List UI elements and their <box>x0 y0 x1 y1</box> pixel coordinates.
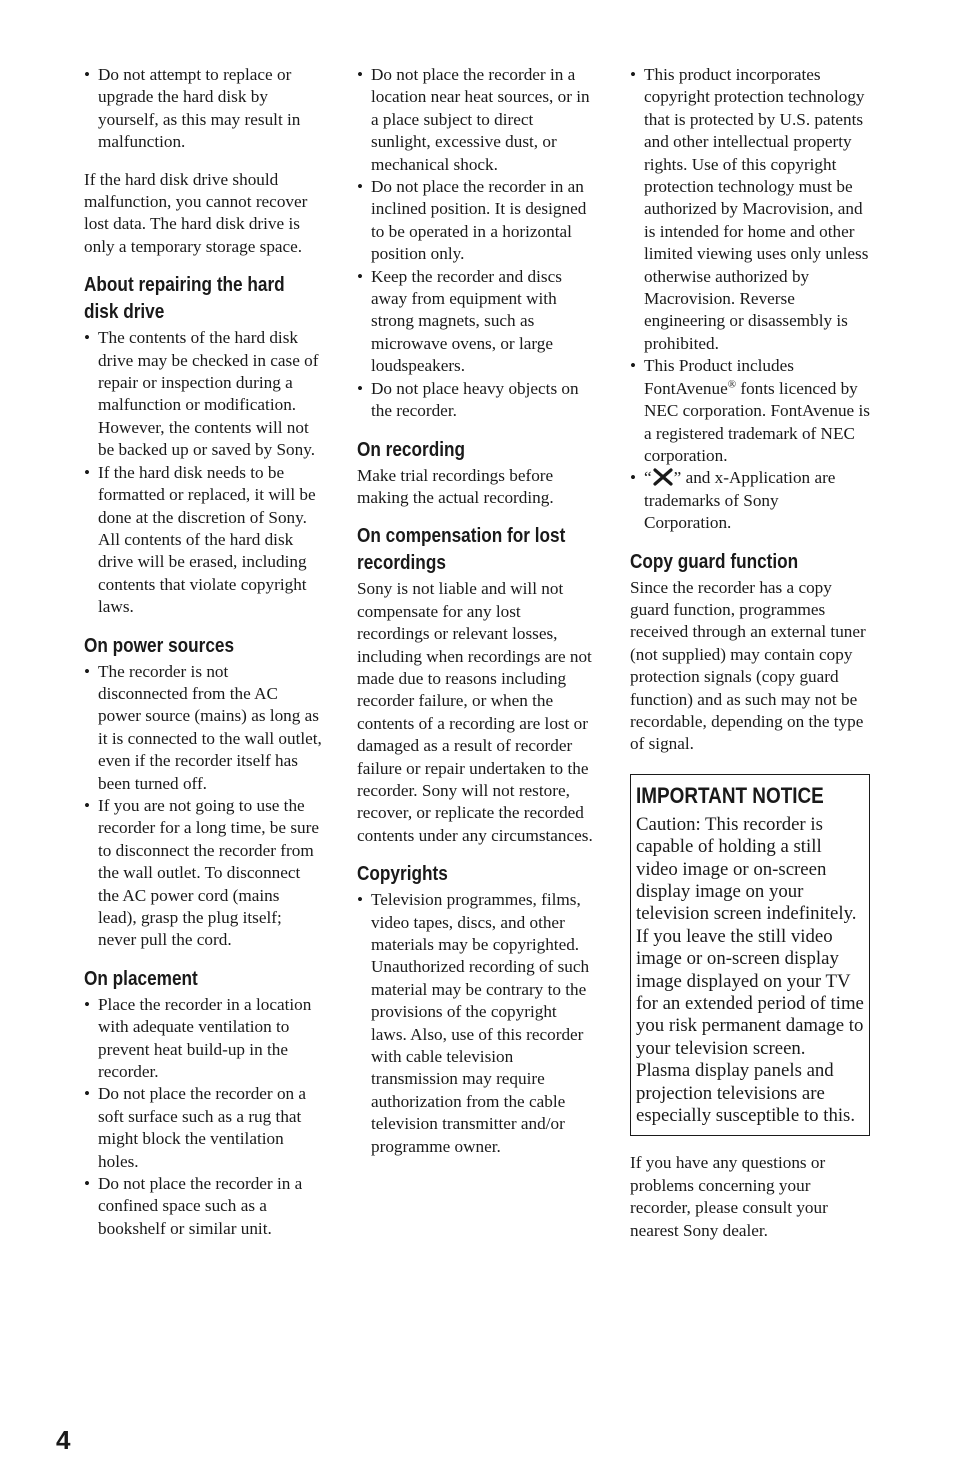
list-item: • This product incorporates copyright protection technology that is protected by U.S. patents and other intellectual property rights. Use of this copyright protection technology must be authorized by Macrovision, and is intended for home and other limited viewing uses only unless otherwise authorized by Macrovision. Reverse engineering or disassembly is prohibited. <box>630 64 870 355</box>
copyrights-list-continued <box>630 64 870 535</box>
compensation-paragraph: Sony is not liable and will not compensate for any lost recordings or relevant losses, including when recordings are not made due to reasons including recorder failure, or when the contents of a recording are lost or damaged as a result of recorder failure or repair undertaken to the recorder. Sony will not restore, recover, or replicate the recorded contents under any circumstances. <box>357 579 593 845</box>
list-item: • Do not place the recorder in a confined space such as a bookshelf or similar unit. <box>84 1173 322 1240</box>
repair-list <box>84 327 322 618</box>
list-item-fontavenue <box>630 355 870 467</box>
section-heading-recording: On recording <box>357 438 465 461</box>
section-heading-compensation: On compensation for lost recordings <box>357 525 566 575</box>
section-heading-placement: On placement <box>84 967 198 990</box>
list-item: • The recorder is not disconnected from the AC power source (mains) as long as it is connected to the wall outlet, even if the recorder itself has been turned off. <box>84 661 322 795</box>
fontavenue-text-rest: fonts licenced by NEC corporation. FontAvenue is a registered trademark of NEC corporation. <box>644 378 870 465</box>
important-notice-box <box>630 774 870 1137</box>
hard-disk-paragraph: If the hard disk drive should malfunction, you cannot recover lost data. The hard disk drive is only a temporary storage space. <box>84 169 308 256</box>
placement-list <box>84 994 322 1240</box>
list-item: • If you are not going to use the recorder for a long time, be sure to disconnect the recorder from the wall outlet. To disconnect the AC power cord (mains lead), grasp the plug itself; never pull the cord. <box>84 795 322 952</box>
open-quote: “ <box>644 468 652 488</box>
fontavenue-text: This Product includes FontAvenue <box>644 356 794 398</box>
xmb-trademark-text: ” and x-Application are trademarks of Sony Corporation. <box>644 468 836 533</box>
notice-heading: IMPORTANT NOTICE <box>636 782 824 808</box>
section-heading-copy-guard: Copy guard function <box>630 550 799 573</box>
column-3 <box>630 64 870 1242</box>
list-item: • Television programmes, films, video tapes, discs, and other materials may be copyrighted. Unauthorized recording of such material may be contrary to the provisions of the copyright laws. Also, use of this recorder with cable television transmission may require authorization from the cable television transmitter and/or programme owner. <box>357 889 595 1158</box>
list-item: • Do not place the recorder in an inclined position. It is designed to be operated in a horizontal position only. <box>357 176 595 266</box>
copyrights-list <box>357 889 595 1158</box>
registered-mark: ® <box>727 377 737 390</box>
list-item: • Place the recorder in a location with adequate ventilation to prevent heat build-up in the recorder. <box>84 994 322 1084</box>
list-item: • Do not place heavy objects on the recorder. <box>357 378 595 423</box>
list-item: • If the hard disk needs to be formatted or replaced, it will be done at the discretion of Sony. All contents of the hard disk drive will be erased, including contents that violate copyright laws. <box>84 462 322 619</box>
page-number: 4 <box>56 1425 71 1455</box>
section-heading-copyrights: Copyrights <box>357 863 448 886</box>
placement-list-continued <box>357 64 595 423</box>
section-heading-repair: About repairing the hard disk drive <box>84 274 285 324</box>
notice-text: Caution: This recorder is capable of holding a still video image or on-screen display image on your television screen indefinitely. If you leave the still video image or on-screen display image displayed on your TV for an extended period of time you risk permanent damage to your television screen. Plasma display panels and projection televisions are especially susceptible to this. <box>636 813 864 1127</box>
xmb-cross-media-bar-icon <box>652 468 674 486</box>
hard-disk-list <box>84 64 322 154</box>
list-item: • Do not place the recorder on a soft surface such as a rug that might block the ventilation holes. <box>84 1083 322 1173</box>
list-item-xmb <box>630 467 870 534</box>
list-item: • Keep the recorder and discs away from equipment with strong magnets, such as microwave ovens, or large loudspeakers. <box>357 266 595 378</box>
list-item: • The contents of the hard disk drive may be checked in case of repair or inspection during a malfunction or modification. However, the contents will not be backed up or saved by Sony. <box>84 327 322 461</box>
list-item: • Do not place the recorder in a location near heat sources, or in a place subject to direct sunlight, excessive dust, or mechanical shock. <box>357 64 595 176</box>
power-list <box>84 661 322 952</box>
recording-paragraph: Make trial recordings before making the actual recording. <box>357 465 554 507</box>
closing-paragraph: If you have any questions or problems concerning your recorder, please consult your nearest Sony dealer. <box>630 1153 828 1240</box>
column-1 <box>84 64 322 1240</box>
list-item: • Do not attempt to replace or upgrade the hard disk by yourself, as this may result in malfunction. <box>84 64 322 154</box>
section-heading-power: On power sources <box>84 634 235 657</box>
copy-guard-paragraph: Since the recorder has a copy guard function, programmes received through an external tuner (not supplied) may contain copy protection signals (copy guard function) and as such may not be recordable, depending on the type of signal. <box>630 577 866 754</box>
column-2 <box>357 64 595 1158</box>
